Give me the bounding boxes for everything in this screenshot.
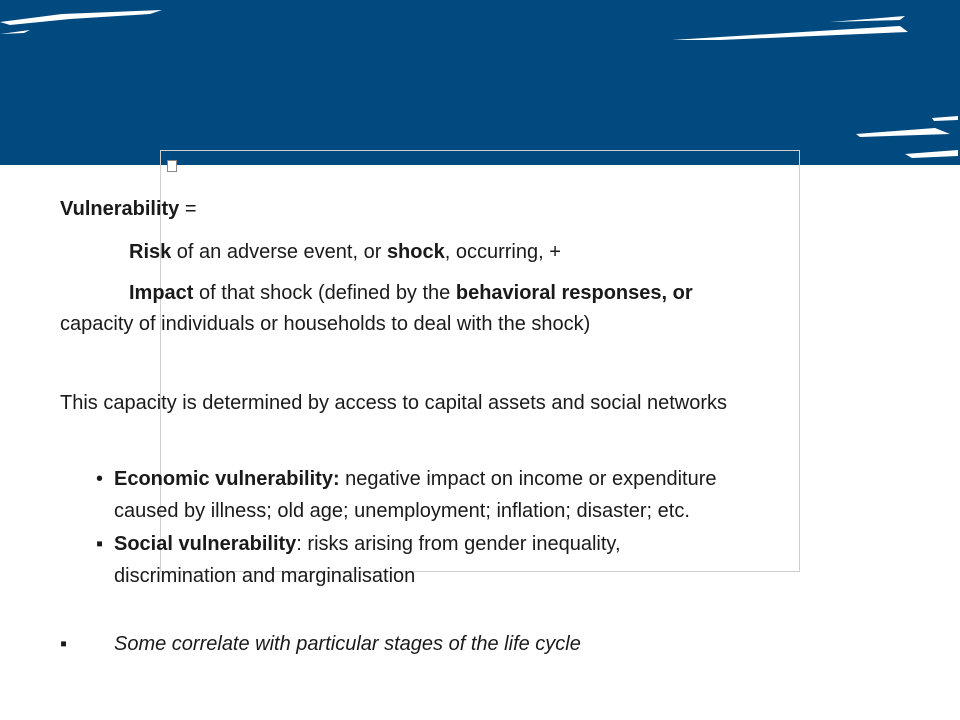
bullet-economic-line1 — [114, 466, 717, 492]
economic-vulnerability-term: Economic vulnerability: — [114, 468, 340, 490]
closing-statement: Some correlate with particular stages of the life cycle — [114, 633, 581, 655]
bullet-economic-line2: caused by illness; old age; unemployment; inflation; disaster; etc. — [114, 500, 690, 522]
header-band — [0, 0, 960, 165]
risk-term: Risk — [129, 241, 172, 263]
shock-term: shock — [386, 241, 445, 263]
impact-term: Impact — [129, 282, 194, 304]
risk-text: of an adverse event, or — [171, 241, 387, 263]
economic-text: negative impact on income or expenditure — [339, 468, 717, 490]
impact-text: of that shock (defined by the — [193, 282, 456, 304]
risk-text-end: , occurring, + — [444, 241, 561, 263]
bullet-social-line1 — [114, 531, 621, 557]
bullet-marker-social: ▪ — [96, 533, 104, 555]
social-text: : risks arising from gender inequality, — [296, 533, 621, 555]
social-vulnerability-term: Social vulnerability — [114, 533, 297, 555]
term-vulnerability: Vulnerability — [60, 198, 180, 220]
bullet-marker-economic: • — [96, 468, 104, 490]
impact-line — [129, 280, 693, 306]
impact-line-continuation: capacity of individuals or households to deal with the shock) — [60, 313, 591, 335]
capacity-statement: This capacity is determined by access to capital assets and social networks — [60, 392, 727, 414]
definition-heading — [60, 196, 197, 222]
checkbox-artifact — [167, 160, 177, 172]
risk-line — [129, 239, 561, 265]
behavioral-responses-term: behavioral responses, or — [455, 282, 693, 304]
equals-sign: = — [179, 198, 197, 220]
closing-marker: ▪ — [60, 633, 68, 655]
bullet-social-line2: discrimination and marginalisation — [114, 565, 416, 587]
brush-stroke-decoration — [0, 0, 960, 165]
